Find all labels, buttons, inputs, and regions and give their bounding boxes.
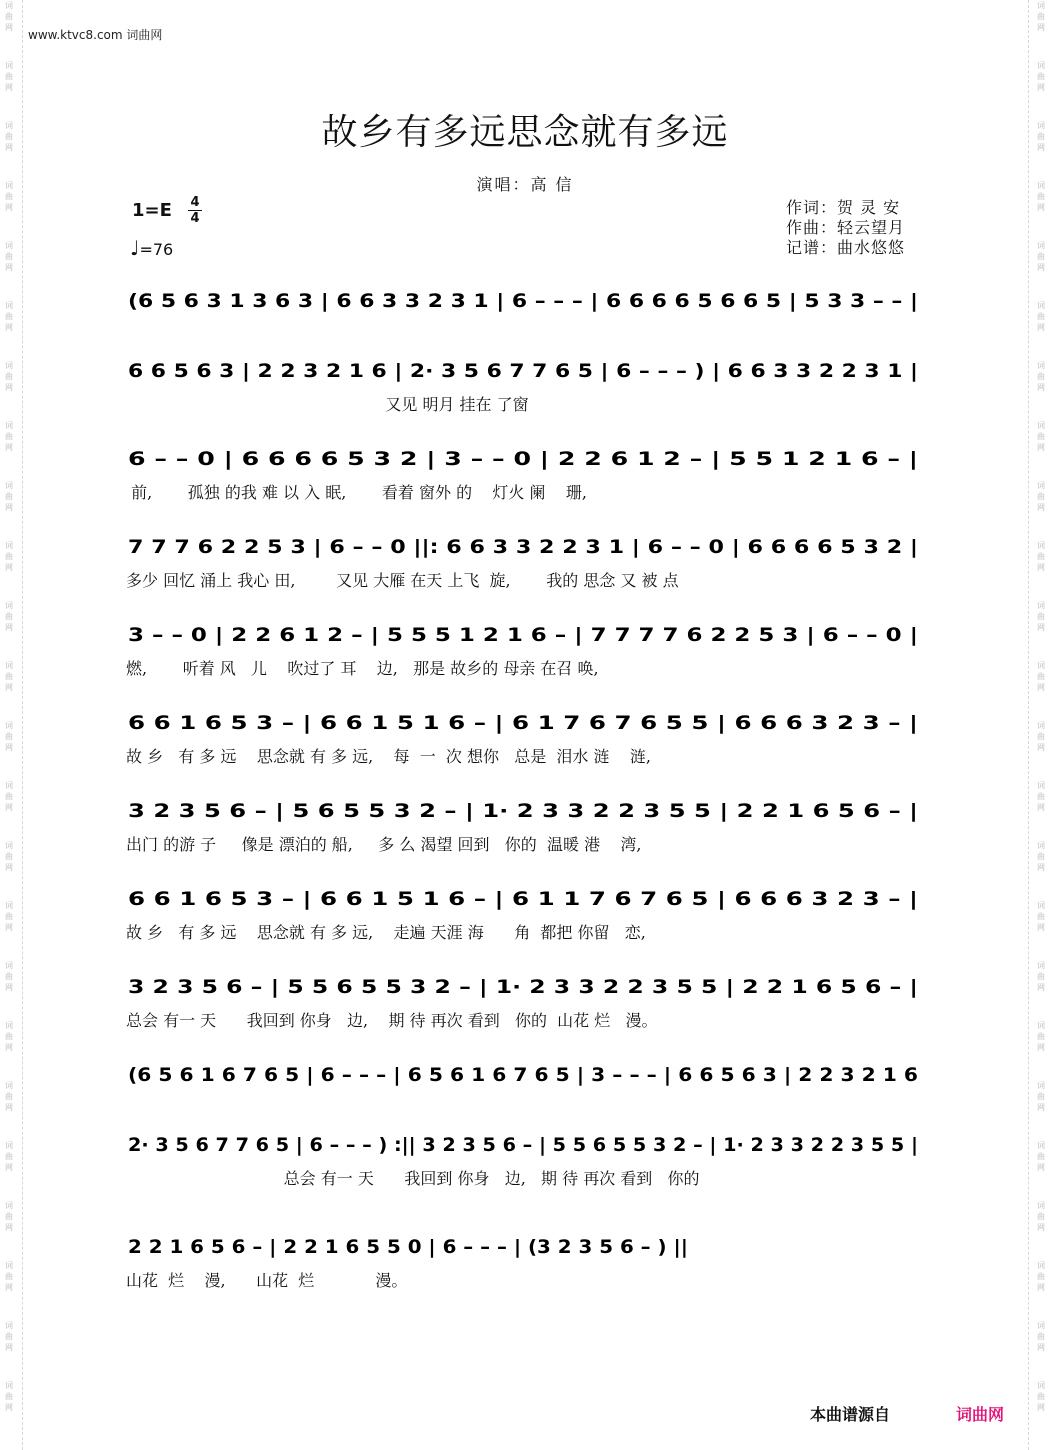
- watermark-text: 词 曲 网: [5, 241, 13, 272]
- composer-credit: 作曲：轻云望月: [786, 218, 906, 237]
- watermark-text: 词 曲 网: [1037, 1261, 1045, 1292]
- footer-source-label: 本曲谱源自: [810, 1405, 891, 1424]
- lyricist-credit: 作词：贺 灵 安: [786, 198, 901, 217]
- watermark-text: 词 曲 网: [1037, 541, 1045, 572]
- notes-line: [126, 616, 922, 650]
- time-signature-top: 4: [190, 195, 200, 210]
- watermark-text: 词 曲 网: [5, 841, 13, 872]
- notes-line: [126, 352, 922, 386]
- watermark-text: 词 曲 网: [1037, 421, 1045, 452]
- watermark-text: 词 曲 网: [1037, 721, 1045, 752]
- watermark-text: 词 曲 网: [1037, 1141, 1045, 1172]
- tempo-marking: [130, 236, 173, 260]
- lyrics-line: 前, 孤独 的我 难 以 入 眠, 看着 窗外 的 灯火 阑 珊,: [126, 483, 587, 502]
- watermark-text: 词 曲 网: [1037, 361, 1045, 392]
- lyrics-line: 燃, 听着 风 儿 吹过了 耳 边, 那是 故乡的 母亲 在召 唤,: [126, 659, 599, 678]
- watermark-text: 词 曲 网: [1037, 661, 1045, 692]
- watermark-text: 词 曲 网: [5, 601, 13, 632]
- lyrics-line: 出门 的游 子 像是 漂泊的 船, 多 么 渴望 回到 你的 温暖 港 湾,: [126, 835, 642, 854]
- watermark-text: 词 曲 网: [5, 661, 13, 692]
- lyrics-line: 多少 回忆 涌上 我心 田, 又见 大雁 在天 上飞 旋, 我的 思念 又 被 点: [126, 571, 679, 590]
- notes-line: [126, 1126, 922, 1160]
- lyrics-line: 故 乡 有 多 远 思念就 有 多 远, 每 一 次 想你 总是 泪水 涟 涟,: [126, 747, 651, 766]
- site-url: www.ktvc8.com 词曲网: [28, 28, 163, 42]
- performer-credit: 演唱：高 信: [476, 175, 574, 194]
- notes-line: [126, 1056, 922, 1090]
- notes-text: (6 5 6 1 6 7 6 5 | 6 – – – | 6 5 6 1 6 7 6 5 | 3 – – – | 6 6 5 6 3 | 2 2 3 2 1 6: [128, 1064, 918, 1086]
- notes-text: 3 2 3 5 6 – | 5 6 5 5 3 2 – | 1· 2 3 3 2 2 3 5 5 | 2 2 1 6 5 6 – |: [128, 800, 918, 822]
- time-signature-bottom: 4: [190, 211, 200, 226]
- watermark-text: 词 曲 网: [5, 1321, 13, 1352]
- lyrics-line: 故 乡 有 多 远 思念就 有 多 远, 走遍 天涯 海 角 都把 你留 恋,: [126, 923, 646, 942]
- notes-line: [126, 528, 922, 562]
- notes-line: [126, 1228, 922, 1262]
- watermark-text: 词 曲 网: [5, 301, 13, 332]
- tempo-value: =76: [139, 240, 174, 259]
- watermark-text: 词 曲 网: [1037, 1381, 1045, 1412]
- notes-text: 6 6 1 6 5 3 – | 6 6 1 5 1 6 – | 6 1 1 7 6 7 6 5 | 6 6 6 3 2 3 – |: [128, 888, 918, 910]
- key-signature: 1=E: [132, 200, 172, 221]
- watermark-text: 词 曲 网: [1037, 121, 1045, 152]
- notes-text: 7 7 7 6 2 2 5 3 | 6 – – 0 ||: 6 6 3 3 2 2 3 1 | 6 – – 0 | 6 6 6 6 5 3 2 |: [128, 536, 918, 558]
- notes-text: 3 2 3 5 6 – | 5 5 6 5 5 3 2 – | 1· 2 3 3 2 2 3 5 5 | 2 2 1 6 5 6 – |: [128, 976, 918, 998]
- watermark-text: 词 曲 网: [5, 781, 13, 812]
- time-signature: [188, 196, 202, 225]
- song-title: 故乡有多远思念就有多远: [321, 112, 729, 153]
- notes-text: 6 6 1 6 5 3 – | 6 6 1 5 1 6 – | 6 1 7 6 7 6 5 5 | 6 6 6 3 2 3 – |: [128, 712, 918, 734]
- watermark-text: 词 曲 网: [1037, 901, 1045, 932]
- transcriber-credit: 记谱：曲水悠悠: [786, 238, 906, 257]
- watermark-text: 词 曲 网: [5, 1141, 13, 1172]
- watermark-text: 词 曲 网: [1037, 1321, 1045, 1352]
- watermark-text: 词 曲 网: [5, 361, 13, 392]
- watermark-text: 词 曲 网: [5, 121, 13, 152]
- watermark-text: 词 曲 网: [5, 961, 13, 992]
- notes-line: [126, 282, 922, 316]
- notes-text: 2 2 1 6 5 6 – | 2 2 1 6 5 5 0 | 6 – – – | (3 2 3 5 6 – ) ||: [128, 1236, 688, 1258]
- notes-text: (6 5 6 3 1 3 6 3 | 6 6 3 3 2 3 1 | 6 – – – | 6 6 6 6 5 6 6 5 | 5 3 3 – – |: [128, 290, 918, 312]
- lyrics-line: 又见 明月 挂在 了窗: [126, 395, 529, 414]
- watermark-text: 词 曲 网: [5, 1381, 13, 1412]
- watermark-text: 词 曲 网: [1037, 841, 1045, 872]
- watermark-text: 词 曲 网: [5, 1081, 13, 1112]
- watermark-column-right: [1034, 0, 1048, 1440]
- notes-line: [126, 704, 922, 738]
- notes-line: [126, 968, 922, 1002]
- watermark-text: 词 曲 网: [1037, 601, 1045, 632]
- watermark-text: 词 曲 网: [1037, 61, 1045, 92]
- watermark-column-left: [2, 0, 16, 1440]
- watermark-text: 词 曲 网: [5, 1021, 13, 1052]
- credits-block: [786, 198, 905, 258]
- watermark-text: 词 曲 网: [5, 1, 13, 32]
- watermark-text: 词 曲 网: [5, 901, 13, 932]
- watermark-text: 词 曲 网: [1037, 301, 1045, 332]
- notes-line: [126, 880, 922, 914]
- lyrics-line: 山花 烂 漫, 山花 烂 漫。: [126, 1271, 408, 1290]
- watermark-text: 词 曲 网: [1037, 181, 1045, 212]
- watermark-text: 词 曲 网: [5, 61, 13, 92]
- watermark-text: 词 曲 网: [5, 1261, 13, 1292]
- watermark-text: 词 曲 网: [5, 721, 13, 752]
- quarter-note-icon: ♩: [130, 236, 140, 260]
- watermark-text: 词 曲 网: [1037, 1, 1045, 32]
- watermark-text: 词 曲 网: [1037, 1081, 1045, 1112]
- notes-line: [126, 792, 922, 826]
- watermark-text: 词 曲 网: [5, 481, 13, 512]
- watermark-text: 词 曲 网: [5, 1201, 13, 1232]
- left-guide-line: [22, 0, 23, 1450]
- watermark-text: 词 曲 网: [5, 181, 13, 212]
- notes-line: [126, 440, 922, 474]
- watermark-text: 词 曲 网: [1037, 1201, 1045, 1232]
- footer-brand-link[interactable]: 词曲网: [956, 1405, 1005, 1424]
- watermark-text: 词 曲 网: [1037, 1021, 1045, 1052]
- watermark-text: 词 曲 网: [1037, 241, 1045, 272]
- lyrics-line: 总会 有一 天 我回到 你身 边, 期 待 再次 看到 你的: [126, 1169, 700, 1188]
- notes-text: 3 – – 0 | 2 2 6 1 2 – | 5 5 5 1 2 1 6 – | 7 7 7 7 6 2 2 5 3 | 6 – – 0 |: [128, 624, 919, 646]
- watermark-text: 词 曲 网: [5, 421, 13, 452]
- watermark-text: 词 曲 网: [1037, 481, 1045, 512]
- watermark-text: 词 曲 网: [1037, 961, 1045, 992]
- lyrics-line: 总会 有一 天 我回到 你身 边, 期 待 再次 看到 你的 山花 烂 漫。: [126, 1011, 658, 1030]
- watermark-text: 词 曲 网: [5, 541, 13, 572]
- notes-text: 2· 3 5 6 7 7 6 5 | 6 – – – ) :|| 3 2 3 5 6 – | 5 5 6 5 5 3 2 – | 1· 2 3 3 2 2 3 5 5 |: [128, 1134, 918, 1156]
- notes-text: 6 6 5 6 3 | 2 2 3 2 1 6 | 2· 3 5 6 7 7 6 5 | 6 – – – ) | 6 6 3 3 2 2 3 1 |: [128, 360, 918, 382]
- right-guide-line: [1028, 0, 1029, 1450]
- notes-text: 6 – – 0 | 6 6 6 6 5 3 2 | 3 – – 0 | 2 2 6 1 2 – | 5 5 1 2 1 6 – |: [128, 448, 918, 470]
- watermark-text: 词 曲 网: [1037, 781, 1045, 812]
